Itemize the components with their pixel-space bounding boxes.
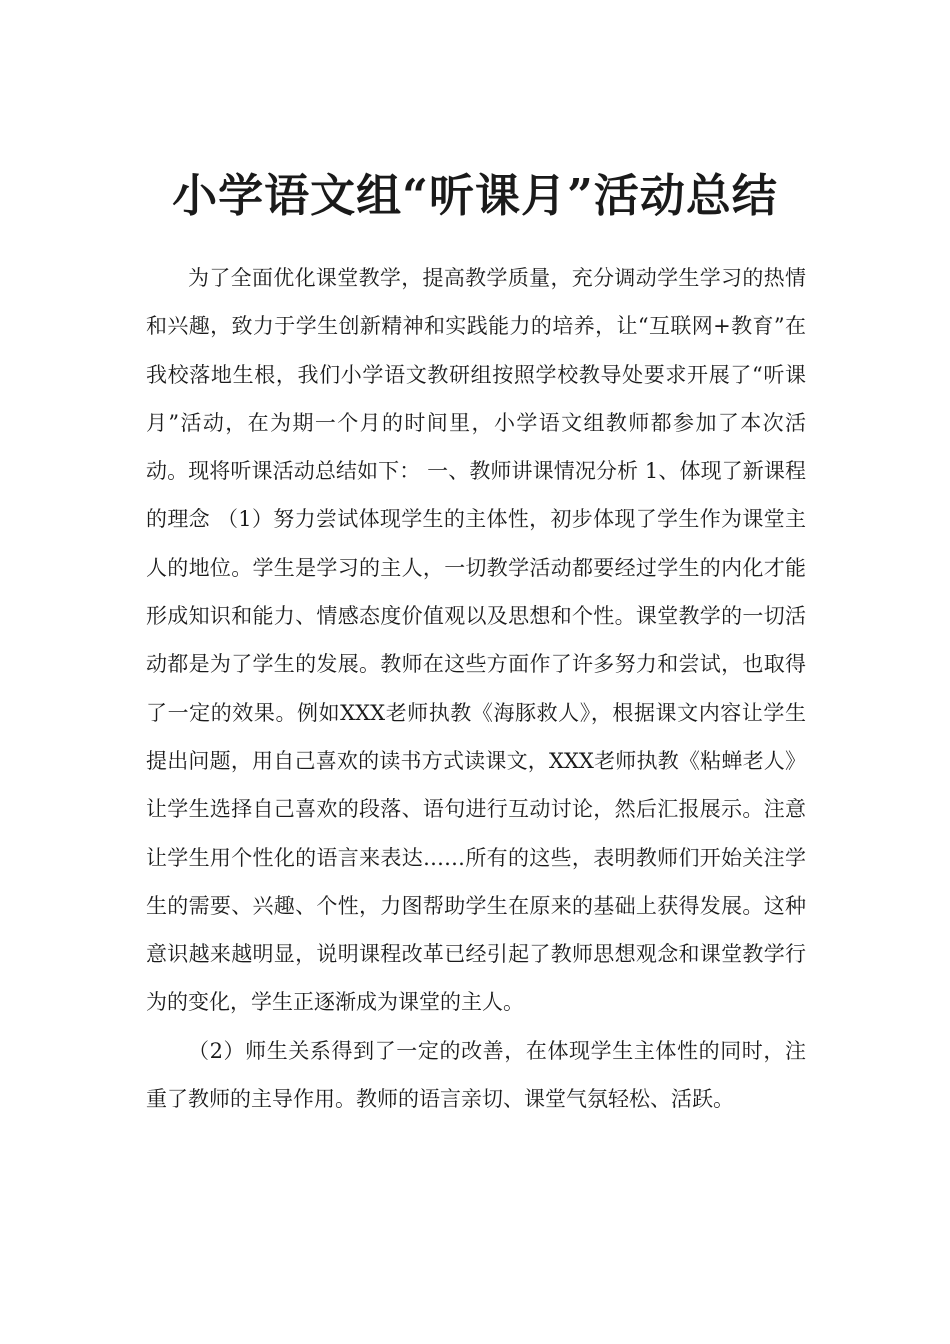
document-body [146,254,806,1123]
document-title: 小学语文组“听课月”活动总结 [172,169,778,223]
paragraph-2: （2）师生关系得到了一定的改善，在体现学生主体性的同时，注重了教师的主导作用。教师的语言亲切、课堂气氛轻松、活跃。 [146,1038,806,1112]
paragraph-1: 为了全面优化课堂教学，提高教学质量，充分调动学生学习的热情和兴趣，致力于学生创新精神和实践能力的培养，让“互联网+教育”在我校落地生根，我们小学语文教研组按照学校教导处要求开展了“听课月”活动，在为期一个月的时间里，小学语文组教师都参加了本次活动。现将听课活动总结如下： 一、教师讲课情况分析 1、体现了新课程的理念 （1）努力尝试体现学生的主体性，初步体现了学生作为课堂主人的地位。学生是学习的主人，一切教学活动都要经过学生的内化才能形成知识和能力、情感态度价值观以及思想和个性。课堂教学的一切活动都是为了学生的发展。教师在这些方面作了许多努力和尝试，也取得了一定的效果。例如XXX老师执教《海豚救人》，根据课文内容让学生提出问题，用自己喜欢的读书方式读课文，XXX老师执教《粘蝉老人》让学生选择自己喜欢的段落、语句进行互动讨论，然后汇报展示。注意让学生用个性化的语言来表达……所有的这些，表明教师们开始关注学生的需要、兴趣、个性，力图帮助学生在原来的基础上获得发展。这种意识越来越明显，说明课程改革已经引起了教师思想观念和课堂教学行为的变化，学生正逐渐成为课堂的主人。 [146,266,806,1015]
